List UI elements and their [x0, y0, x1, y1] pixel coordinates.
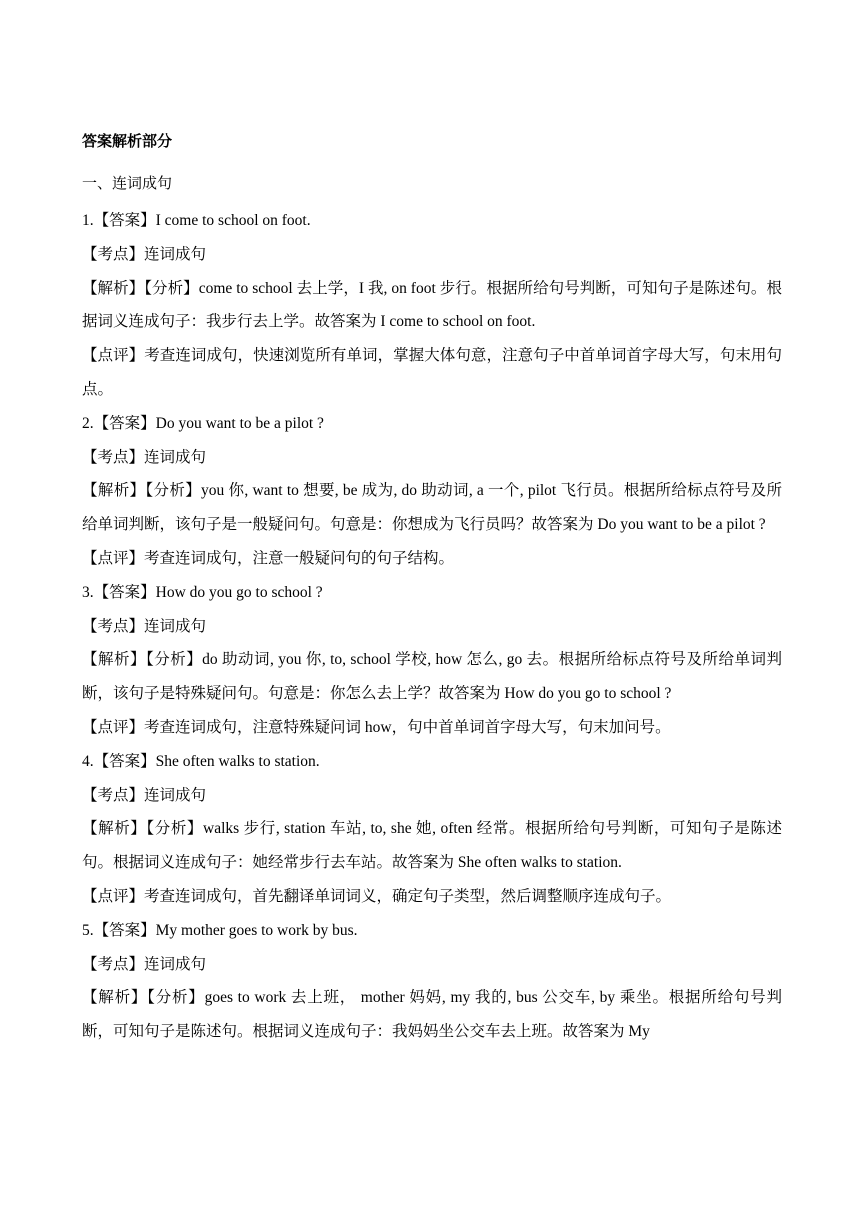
- answer-line-2: 2.【答案】Do you want to be a pilot ?: [82, 414, 324, 432]
- comment-paragraph-1: 【点评】考查连词成句，快速浏览所有单词，掌握大体句意，注意句子中首单词首字母大写，句末用句点。: [82, 347, 782, 398]
- comment-line-3: 【点评】考查连词成句，注意特殊疑问词 how，句中首单词首字母大写，句末加问号。: [82, 718, 671, 736]
- answer-line-1: 1.【答案】I come to school on foot.: [82, 212, 311, 229]
- answer-line-4: 4.【答案】She often walks to station.: [82, 752, 320, 770]
- document-content: [82, 128, 782, 1049]
- page-title: 答案解析部分: [82, 132, 173, 150]
- topic-line-5: 【考点】连词成句: [82, 955, 207, 973]
- analysis-paragraph-1: 【解析】【分析】come to school 去上学，I 我, on foot 步行。根据所给句号判断，可知句子是陈述句。根据词义连成句子：我步行去上学。故答案为 I come to school on foot.: [82, 279, 782, 331]
- comment-line-4: 【点评】考查连词成句，首先翻译单词词义，确定句子类型，然后调整顺序连成句子。: [82, 887, 672, 905]
- analysis-paragraph-4: 【解析】【分析】walks 步行, station 车站, to, she 她, often 经常。根据所给句号判断，可知句子是陈述句。根据词义连成句子：她经常步行去车站。故答案为 She often walks to station.: [82, 820, 782, 872]
- answer-line-5: 5.【答案】My mother goes to work by bus.: [82, 921, 358, 939]
- analysis-paragraph-2: 【解析】【分析】you 你, want to 想要, be 成为, do 助动词, a 一个, pilot 飞行员。根据所给标点符号及所给单词判断，该句子是一般疑问句。句意是：你想成为飞行员吗？故答案为 Do you want to be a pilot ?: [82, 482, 782, 534]
- answer-line-3: 3.【答案】How do you go to school ?: [82, 583, 323, 601]
- topic-line-2: 【考点】连词成句: [82, 448, 207, 466]
- topic-line-3: 【考点】连词成句: [82, 617, 207, 635]
- analysis-paragraph-5: 【解析】【分析】goes to work 去上班， mother 妈妈, my 我的, bus 公交车, by 乘坐。根据所给句号判断，可知句子是陈述句。根据词义连成句子：我妈妈坐公交车去上班。故答案为 My: [82, 989, 782, 1041]
- topic-line-1: 【考点】连词成句: [82, 245, 207, 263]
- section-title: 一、连词成句: [82, 174, 173, 192]
- analysis-paragraph-3: 【解析】【分析】do 助动词, you 你, to, school 学校, how 怎么, go 去。根据所给标点符号及所给单词判断，该句子是特殊疑问句。句意是：你怎么去上学？故答案为 How do you go to school ?: [82, 651, 782, 703]
- comment-line-2: 【点评】考查连词成句，注意一般疑问句的句子结构。: [82, 549, 455, 567]
- topic-line-4: 【考点】连词成句: [82, 786, 207, 804]
